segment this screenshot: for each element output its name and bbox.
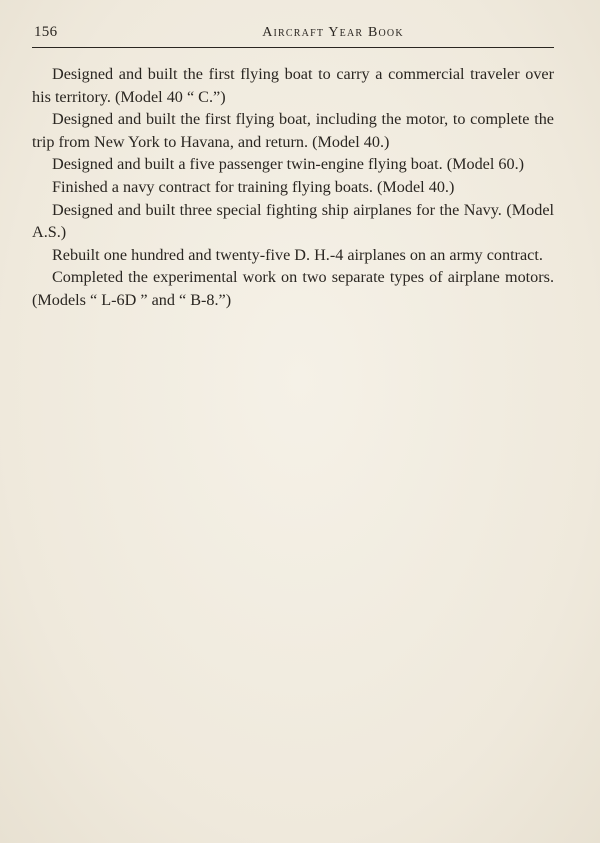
page-number: 156 — [34, 24, 58, 40]
paragraph-fighting-ships: Designed and built three special fighting ship airplanes for the Navy. (Model A.S.) — [32, 200, 554, 242]
paragraph-dh4-rebuild: Rebuilt one hundred and twenty-five D. H.-4 airplanes on an army contract. — [52, 245, 543, 264]
header-rule — [32, 47, 554, 48]
paragraph-havana-trip: Designed and built the first flying boat, including the motor, to complete the trip from New York to Havana, and return. (Model 40.) — [32, 110, 554, 151]
running-head: Aircraft Year Book — [262, 25, 404, 40]
page-header — [32, 24, 554, 48]
paragraph-twin-engine: Designed and built a five passenger twin-engine flying boat. (Model 60.) — [52, 155, 525, 174]
paragraph-airplane-motors: Completed the experimental work on two separate types of airplane motors. (Models “ L-6D ” and “ B-8.”) — [32, 268, 554, 309]
paragraph-commercial-traveler: Designed and built the first flying boat to carry a commercial traveler over his territory. (Model 40 “ C.”) — [32, 65, 554, 106]
paragraph-navy-training: Finished a navy contract for training flying boats. (Model 40.) — [52, 177, 455, 196]
body-text — [32, 63, 554, 312]
